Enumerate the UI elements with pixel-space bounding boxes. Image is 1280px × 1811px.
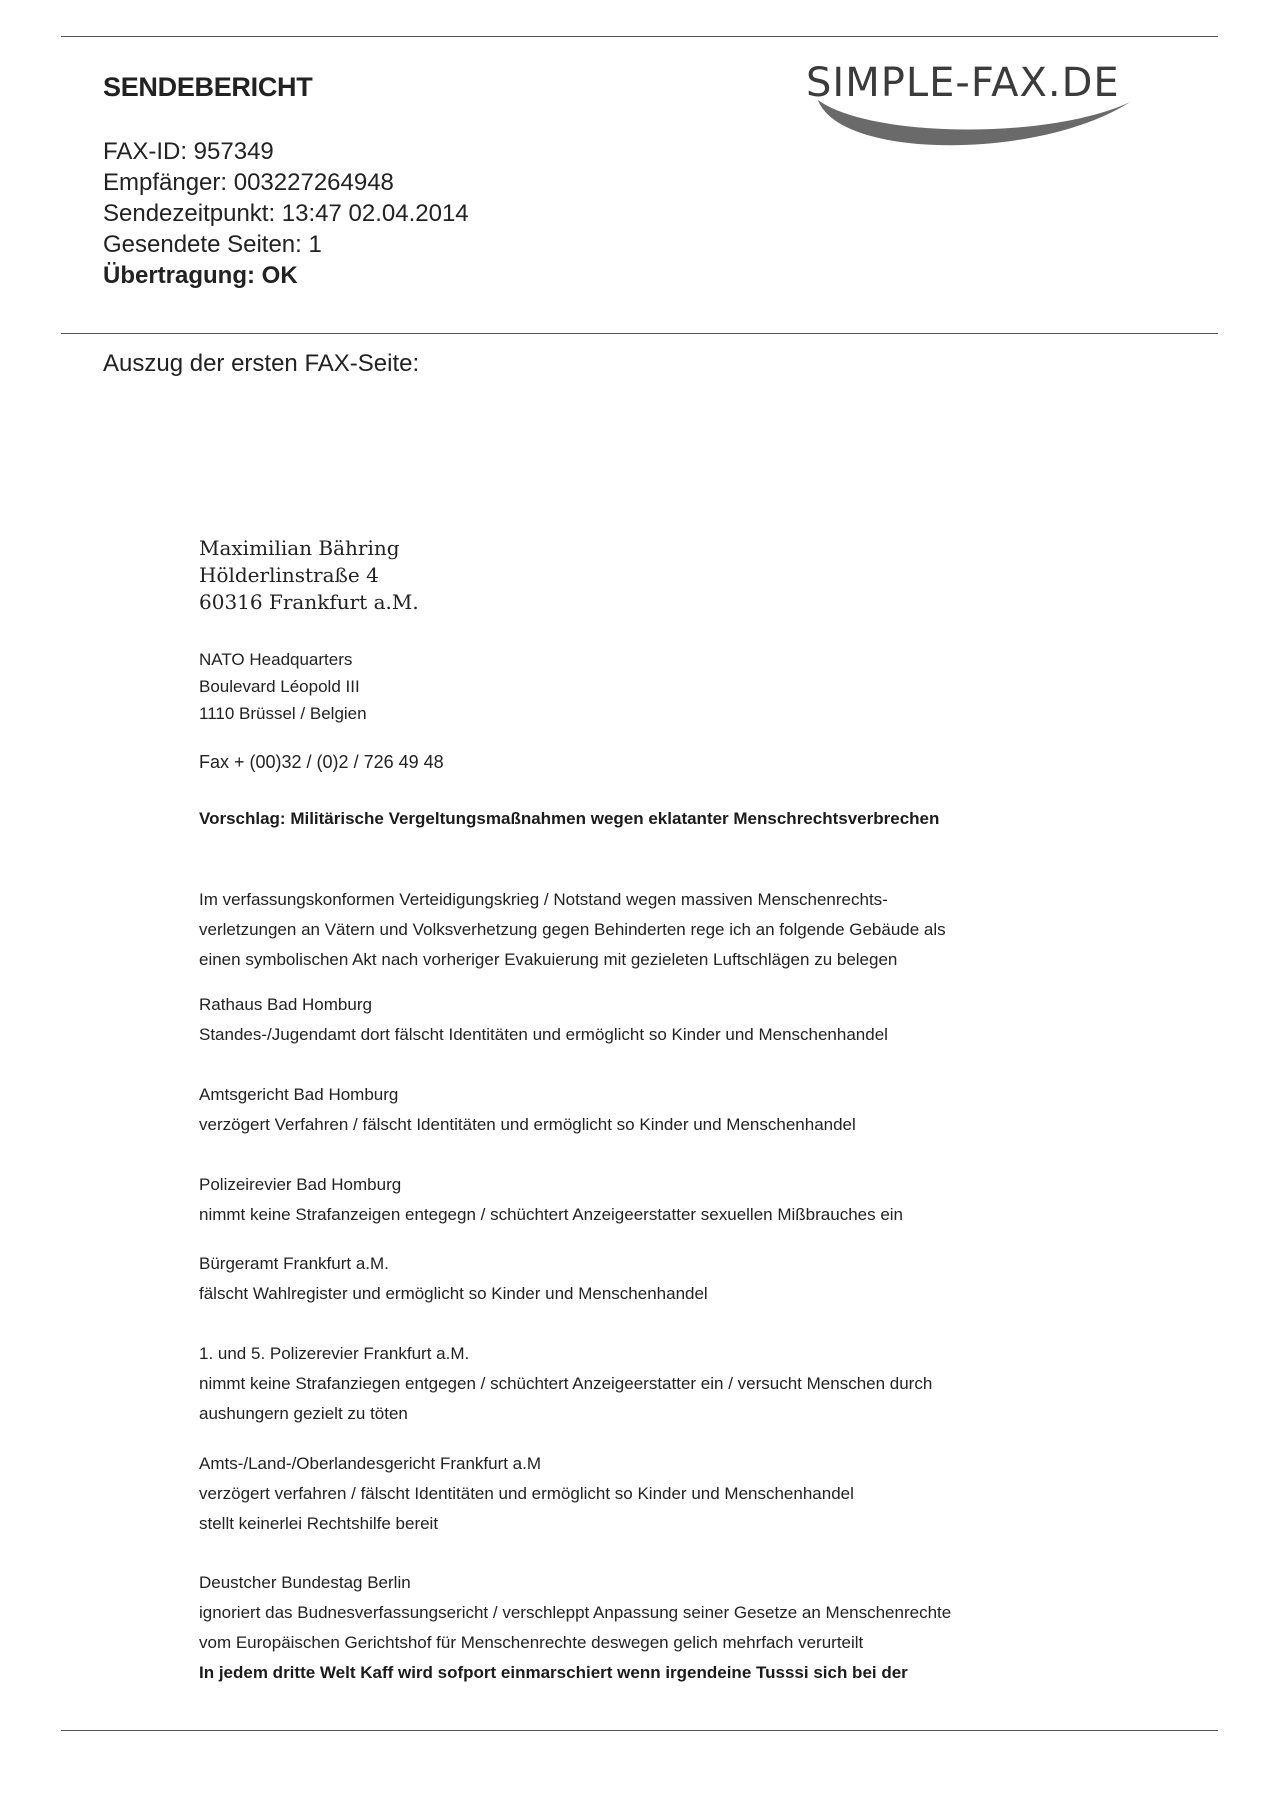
building-reason: aushungern gezielt zu töten bbox=[199, 1404, 408, 1423]
building-entry bbox=[199, 1449, 854, 1539]
fax-id: FAX-ID: 957349 bbox=[103, 138, 274, 165]
bottom-divider bbox=[61, 1730, 1218, 1731]
intro-line: einen symbolischen Akt nach vorheriger Evakuierung mit gezieleten Luftschlägen zu belegen bbox=[199, 950, 898, 969]
building-name: Amtsgericht Bad Homburg bbox=[199, 1085, 399, 1104]
building-name: Rathaus Bad Homburg bbox=[199, 995, 372, 1014]
sender-name: Maximilian Bähring bbox=[199, 536, 400, 560]
building-entry bbox=[199, 1249, 708, 1309]
building-name: 1. und 5. Polizerevier Frankfurt a.M. bbox=[199, 1344, 470, 1363]
building-reason: nimmt keine Strafanzeigen entegegn / schüchtert Anzeigeerstatter sexuellen Mißbrauches ein bbox=[199, 1205, 904, 1224]
building-name: Deustcher Bundestag Berlin bbox=[199, 1573, 411, 1592]
fax-number: Fax + (00)32 / (0)2 / 726 49 48 bbox=[199, 752, 444, 772]
intro-paragraph bbox=[199, 885, 946, 975]
building-name: Amts-/Land-/Oberlandesgericht Frankfurt a.M bbox=[199, 1454, 542, 1473]
building-reason: fälscht Wahlregister und ermöglicht so Kinder und Menschenhandel bbox=[199, 1284, 708, 1303]
building-reason: nimmt keine Strafanziegen entgegen / schüchtert Anzeigeerstatter ein / versucht Menschen durch bbox=[199, 1374, 933, 1393]
recipient-street: Boulevard Léopold III bbox=[199, 677, 360, 696]
logo-text: SIMPLE-FAX.DE bbox=[806, 60, 1120, 106]
building-reason: Standes-/Jugendamt dort fälscht Identitäten und ermöglicht so Kinder und Menschenhandel bbox=[199, 1025, 888, 1044]
building-reason: vom Europäischen Gerichtshof für Menschenrechte deswegen gelich mehrfach verurteilt bbox=[199, 1633, 864, 1652]
building-reason: verzögert verfahren / fälscht Identitäten und ermöglicht so Kinder und Menschenhandel bbox=[199, 1484, 854, 1503]
report-title: SENDEBERICHT bbox=[103, 72, 313, 102]
excerpt-heading: Auszug der ersten FAX-Seite: bbox=[103, 350, 420, 377]
building-reason: stellt keinerlei Rechtshilfe bereit bbox=[199, 1514, 439, 1533]
letter-subject: Vorschlag: Militärische Vergeltungsmaßnahmen wegen eklatanter Menschrechtsverbrechen bbox=[199, 809, 940, 828]
intro-line: Im verfassungskonformen Verteidigungskrieg / Notstand wegen massiven Menschenrechts- bbox=[199, 890, 888, 909]
transmission-status: Übertragung: OK bbox=[103, 262, 298, 289]
send-time: Sendezeitpunkt: 13:47 02.04.2014 bbox=[103, 200, 469, 227]
top-divider bbox=[61, 36, 1218, 37]
simple-fax-logo bbox=[800, 60, 1200, 152]
sender-address bbox=[199, 535, 419, 616]
building-reason: ignoriert das Budnesverfassungsericht / verschleppt Anpassung seiner Gesetze an Menschenrechte bbox=[199, 1603, 952, 1622]
recipient-city: 1110 Brüssel / Belgien bbox=[199, 704, 367, 723]
pages-sent: Gesendete Seiten: 1 bbox=[103, 231, 322, 258]
building-name: Bürgeramt Frankfurt a.M. bbox=[199, 1254, 389, 1273]
intro-line: verletzungen an Vätern und Volksverhetzung gegen Behinderten rege ich an folgende Gebäude als bbox=[199, 920, 946, 939]
building-entry bbox=[199, 1568, 951, 1658]
building-name: Polizeirevier Bad Homburg bbox=[199, 1175, 402, 1194]
recipient-address bbox=[199, 646, 367, 727]
sender-city: 60316 Frankfurt a.M. bbox=[199, 590, 419, 614]
building-entry bbox=[199, 990, 888, 1050]
sender-street: Hölderlinstraße 4 bbox=[199, 563, 379, 587]
building-entry bbox=[199, 1339, 932, 1429]
middle-divider bbox=[61, 333, 1218, 334]
building-reason: verzögert Verfahren / fälscht Identitäten und ermöglicht so Kinder und Menschenhandel bbox=[199, 1115, 856, 1134]
recipient-name: NATO Headquarters bbox=[199, 650, 353, 669]
fax-recipient: Empfänger: 003227264948 bbox=[103, 169, 394, 196]
closing-statement: In jedem dritte Welt Kaff wird sofport einmarschiert wenn irgendeine Tusssi sich bei der bbox=[199, 1663, 908, 1682]
building-entry bbox=[199, 1170, 903, 1230]
building-entry bbox=[199, 1080, 856, 1140]
fax-report-details bbox=[103, 136, 469, 291]
